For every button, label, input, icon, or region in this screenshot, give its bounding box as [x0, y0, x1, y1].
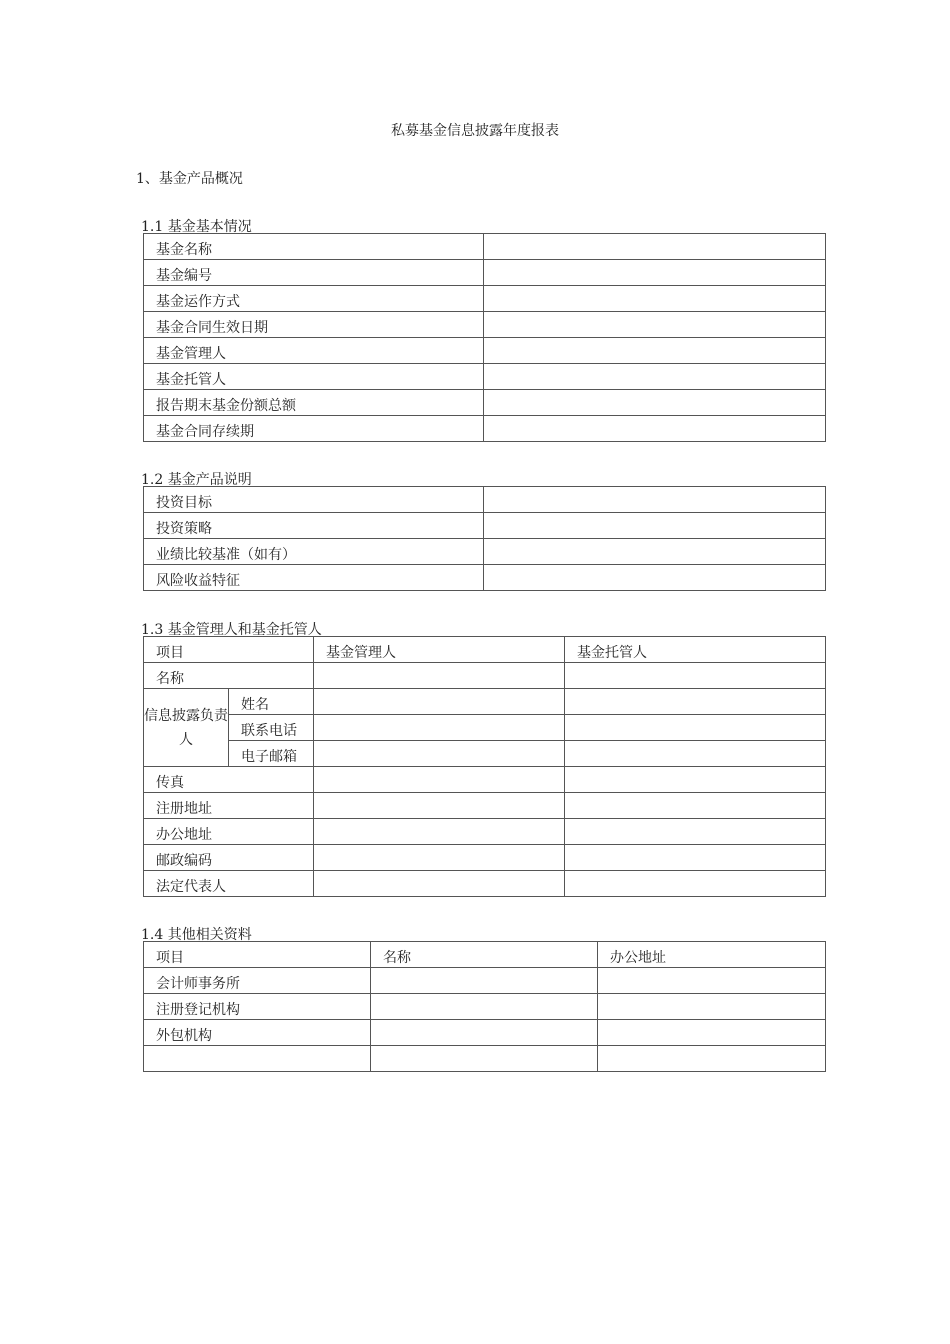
- col-header-custodian: 基金托管人: [565, 637, 826, 663]
- table-row: [144, 487, 826, 513]
- row-label: 基金编号: [144, 260, 484, 286]
- table-row: [144, 845, 826, 871]
- row-label: 投资策略: [144, 513, 484, 539]
- row-label: 基金合同存续期: [144, 416, 484, 442]
- row-label: 邮政编码: [144, 845, 314, 871]
- page-title: 私募基金信息披露年度报表: [391, 123, 559, 139]
- value-cell[interactable]: [484, 312, 826, 338]
- table-row: [144, 1020, 826, 1046]
- table-row: [144, 286, 826, 312]
- value-cell[interactable]: [314, 793, 565, 819]
- row-label[interactable]: [144, 1046, 371, 1072]
- row-label: 风险收益特征: [144, 565, 484, 591]
- row-label: 业绩比较基准（如有）: [144, 539, 484, 565]
- col-header-name: 名称: [371, 942, 598, 968]
- row-label: 报告期末基金份额总额: [144, 390, 484, 416]
- col-header-address: 办公地址: [598, 942, 826, 968]
- table-row: [144, 741, 826, 767]
- value-cell[interactable]: [484, 364, 826, 390]
- table-row: [144, 234, 826, 260]
- col-header-item: 项目: [144, 637, 314, 663]
- value-cell[interactable]: [598, 968, 826, 994]
- value-cell[interactable]: [565, 689, 826, 715]
- value-cell[interactable]: [484, 539, 826, 565]
- table-row: [144, 715, 826, 741]
- value-cell[interactable]: [598, 1046, 826, 1072]
- col-header-manager: 基金管理人: [314, 637, 565, 663]
- table-row: [144, 871, 826, 897]
- table-row: [144, 539, 826, 565]
- value-cell[interactable]: [565, 793, 826, 819]
- table-row: [144, 416, 826, 442]
- value-cell[interactable]: [598, 1020, 826, 1046]
- value-cell[interactable]: [314, 689, 565, 715]
- table-row: [144, 390, 826, 416]
- value-cell[interactable]: [371, 994, 598, 1020]
- value-cell[interactable]: [565, 715, 826, 741]
- value-cell[interactable]: [484, 286, 826, 312]
- value-cell[interactable]: [484, 338, 826, 364]
- table-row: [144, 689, 826, 715]
- section-1-4-heading: 1.4 其他相关资料: [141, 927, 252, 943]
- table-row: [144, 793, 826, 819]
- disclosure-officer-label: 信息披露负责人: [144, 689, 229, 767]
- table-header-row: [144, 637, 826, 663]
- table-row: [144, 338, 826, 364]
- row-label: 法定代表人: [144, 871, 314, 897]
- manager-custodian-table: [143, 636, 826, 897]
- value-cell[interactable]: [371, 1046, 598, 1072]
- value-cell[interactable]: [314, 819, 565, 845]
- value-cell[interactable]: [314, 767, 565, 793]
- row-label: 联系电话: [229, 715, 314, 741]
- value-cell[interactable]: [565, 819, 826, 845]
- table-row: [144, 767, 826, 793]
- other-info-table: [143, 941, 826, 1072]
- table-row: [144, 663, 826, 689]
- value-cell[interactable]: [314, 741, 565, 767]
- table-row: [144, 819, 826, 845]
- table-row: [144, 968, 826, 994]
- row-label: 注册登记机构: [144, 994, 371, 1020]
- table-row: [144, 513, 826, 539]
- row-label: 姓名: [229, 689, 314, 715]
- value-cell[interactable]: [484, 513, 826, 539]
- row-label: 基金合同生效日期: [144, 312, 484, 338]
- section-1-3-heading: 1.3 基金管理人和基金托管人: [141, 622, 322, 638]
- value-cell[interactable]: [314, 845, 565, 871]
- row-label: 基金运作方式: [144, 286, 484, 312]
- table-row: [144, 994, 826, 1020]
- row-label: 名称: [144, 663, 314, 689]
- value-cell[interactable]: [484, 390, 826, 416]
- value-cell[interactable]: [484, 565, 826, 591]
- value-cell[interactable]: [371, 968, 598, 994]
- value-cell[interactable]: [484, 234, 826, 260]
- table-row: [144, 312, 826, 338]
- section-1-2-heading: 1.2 基金产品说明: [141, 472, 252, 488]
- value-cell[interactable]: [314, 871, 565, 897]
- row-label: 注册地址: [144, 793, 314, 819]
- row-label: 基金管理人: [144, 338, 484, 364]
- row-label: 传真: [144, 767, 314, 793]
- table-row: [144, 565, 826, 591]
- value-cell[interactable]: [565, 845, 826, 871]
- row-label: 会计师事务所: [144, 968, 371, 994]
- row-label: 外包机构: [144, 1020, 371, 1046]
- value-cell[interactable]: [565, 871, 826, 897]
- table-row: [144, 260, 826, 286]
- value-cell[interactable]: [314, 663, 565, 689]
- value-cell[interactable]: [484, 416, 826, 442]
- value-cell[interactable]: [314, 715, 565, 741]
- value-cell[interactable]: [565, 741, 826, 767]
- value-cell[interactable]: [484, 260, 826, 286]
- row-label: 投资目标: [144, 487, 484, 513]
- col-header-item: 项目: [144, 942, 371, 968]
- table-row: [144, 1046, 826, 1072]
- table-header-row: [144, 942, 826, 968]
- table-row: [144, 364, 826, 390]
- row-label: 办公地址: [144, 819, 314, 845]
- value-cell[interactable]: [565, 663, 826, 689]
- value-cell[interactable]: [371, 1020, 598, 1046]
- value-cell[interactable]: [565, 767, 826, 793]
- value-cell[interactable]: [598, 994, 826, 1020]
- row-label: 电子邮箱: [229, 741, 314, 767]
- section-1-1-heading: 1.1 基金基本情况: [141, 219, 252, 235]
- row-label: 基金名称: [144, 234, 484, 260]
- row-label: 基金托管人: [144, 364, 484, 390]
- fund-basic-info-table: [143, 233, 826, 442]
- section-1-heading: 1、基金产品概况: [136, 171, 243, 187]
- fund-product-desc-table: [143, 486, 826, 591]
- value-cell[interactable]: [484, 487, 826, 513]
